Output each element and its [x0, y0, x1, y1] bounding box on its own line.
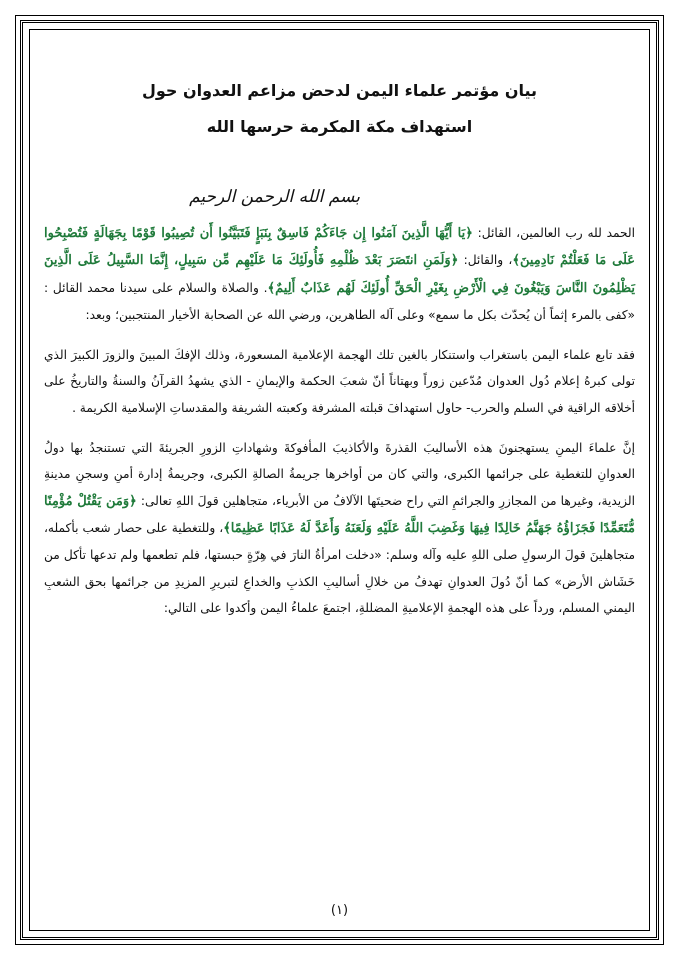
title-line-2: استهداف مكة المكرمة حرسها الله: [206, 117, 473, 136]
document-content: [44, 40, 635, 920]
document-title: [44, 76, 635, 142]
quran-verse-1: ﴿يَا أَيُّهَا الَّذِينَ آمَنُوا إِن جَاءَكُمْ فَاسِقٌ بِنَبَإٍ فَتَبَيَّنُوا أَن تُصِيبُوا قَوْمًا بِجَهَالَةٍ فَتُصْبِحُوا عَلَى مَا فَعَلْتُمْ نَادِمِينَ﴾: [44, 226, 636, 269]
rejection-text-a: إنَّ علماءَ اليمنِ يستهجنونَ هذه الأساليبَ القذرةَ والأكاذيبَ المأفوكةَ وشهاداتِ الزورِ الجريئةَ التي تستنجدُ بها دولُ العدوانِ للتغطية على جرائمها الكبرى، والتي كان من أواخرها جريمةُ الصالةِ الكبرى، وجريمةُ إدارة أمنِ وسجنِ مدينةِ الزيدية، وغيرها من المجازرِ والجرائمِ التي راح ضحيتَها الآلافُ من الأبرياء، متجاهلين قولَ اللهِ تعالى:: [44, 441, 635, 508]
basmala: بسم الله الرحمن الرحيم: [189, 187, 360, 207]
quran-verse-3: ﴿وَمَن يَقْتُلْ مُؤْمِنًا مُّتَعَمِّدًا فَجَزَاؤُهُ جَهَنَّمُ خَالِدًا فِيهَا وَغَضِبَ اللَّهُ عَلَيْهِ وَلَعَنَهُ وَأَعَدَّ لَهُ عَذَابًا عَظِيمًا﴾: [44, 493, 635, 536]
opening-end: . والصلاة والسلام على سيدنا محمد القائل : «كفى بالمرء إثماً أن يُحدّث بكل ما سمع» وعلى آله الطاهرين، ورضي الله عن الصحابة الأخيار المنتجبين؛ وبعد:: [44, 280, 635, 322]
page-number: (١): [330, 903, 349, 918]
paragraph-opening: [44, 220, 635, 328]
paragraph-condemnation: فقد تابع علماء اليمن باستغراب واستنكار بالغين تلك الهجمة الإعلامية المسعورة، وذلك الإفكَ المبينَ والزورَ الكبيرَ الذي تولى كبرهُ إعلام دُول العدوان مُدّعين زوراً وبهتاناً أنّ شعبَ الحكمة والإيمانِ - الذي يشهدُ القرآنُ والسنةُ والتاريخُ على أخلاقه الراقية في السلم والحرب- حاول استهدافَ قبلته المشرفة وكعبته الشريفة والمقدساتِ الإسلامية الكريمة .: [44, 348, 635, 415]
rejection-text-b: ، وللتغطية على حصار شعب بأكمله، متجاهلينَ قولَ الرسولِ صلى اللهِ عليه وآله وسلم: «دخلت امرأةُ النارَ في هِرّةٍ حبستها، فلم تطعمها ولم تدعها تأكل من خَشَاش الأرض» كما أنّ دُولَ العدوانِ تهدفُ من خلالِ أساليبِ الكذبِ والخداعِ لتبريرِ المزيدِ من جرائمها بحق الشعبِ اليمني المسلم، ورداً على هذه الهجمةِ الإعلاميةِ المضللةِ، اجتمعَ علماءُ اليمن وأكدوا على التالي:: [44, 520, 635, 615]
paragraph-rejection: [44, 435, 635, 621]
quran-verse-2: ﴿وَلَمَنِ انتَصَرَ بَعْدَ ظُلْمِهِ فَأُولَئِكَ مَا عَلَيْهِم مِّن سَبِيلٍ، إِنَّمَا السَّبِيلُ عَلَى الَّذِينَ يَظْلِمُونَ النَّاسَ وَيَبْغُونَ فِي الْأَرْضِ بِغَيْرِ الْحَقِّ أُولَئِكَ لَهُم عَذَابٌ أَلِيمٌ﴾: [44, 253, 635, 296]
title-line-1: بيان مؤتمر علماء اليمن لدحض مزاعم العدوان حول: [141, 81, 538, 100]
opening-connector: ، والقائل:: [458, 253, 513, 268]
opening-text: الحمد لله رب العالمين، القائل:: [472, 226, 635, 240]
